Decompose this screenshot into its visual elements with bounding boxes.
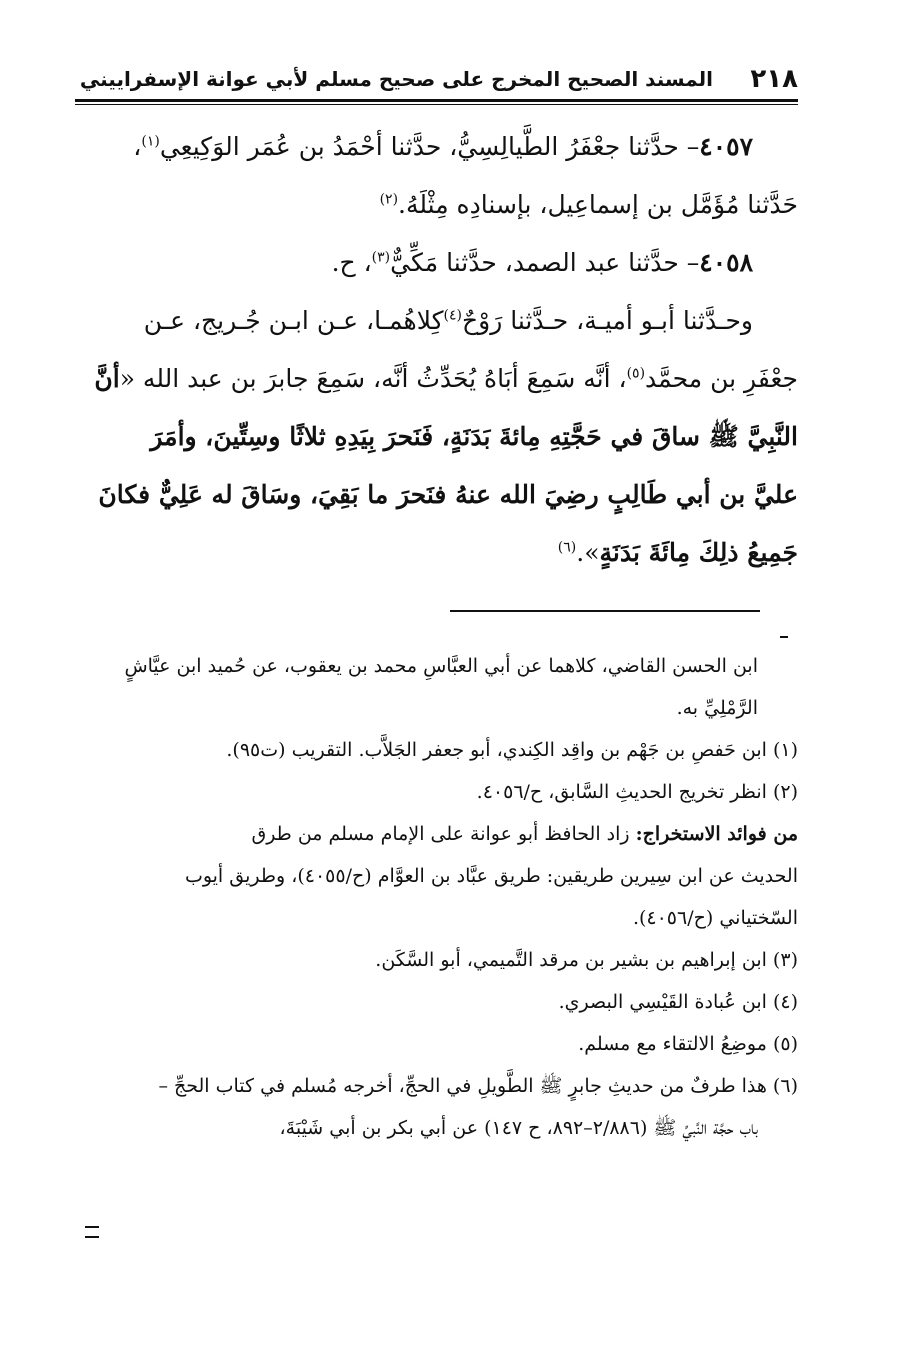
- footnote-2: (٢) انظر تخريج الحديثِ السَّابق، ح/٤٠٥٦.: [476, 781, 798, 803]
- footnote-continued-line-1: ابن الحسن القاضي، كلاهما عن أبي العبَّاسِ محمد بن يعقوب، عن حُميد ابن عيَّاشٍ: [124, 655, 758, 677]
- line-text: حَدَّثنا مُؤَمَّل بن إسماعِيل، بإسنادِه مِثْلَهُ.: [398, 190, 798, 219]
- line-text: كِلاهُمـا، عـن ابـن جُـريج، عـن: [143, 306, 444, 335]
- footnote-continued-line-2: الرَّمْلِيِّ به.: [676, 697, 758, 719]
- footnote-separator: [450, 610, 760, 612]
- extraction-benefit-line-2: الحديث عن ابن سِيرين طريقين: طريق عبَّاد بن العوَّام (ح/٤٠٥٥)، وطريق أيوب: [184, 865, 798, 887]
- hadith-line-1: [75, 118, 798, 176]
- line-text: وحـدَّثنا أبـو أميـة، حـدَّثنا رَوْحٌ: [461, 306, 753, 335]
- footnote-1: (١) ابن حَفصِ بن جَهْم بن واقِد الكِندي، أبو جعفر الجَلاَّب. التقريب (ت٩٥).: [226, 739, 798, 761]
- line-punct: ، ح.: [331, 248, 372, 277]
- line-text: جعْفَرِ بن محمَّد: [645, 364, 798, 393]
- footnote-5: (٥) موضِعُ الالتقاء مع مسلم.: [578, 1033, 798, 1055]
- line-text: – حدَّثنا جعْفَرُ الطَّيالِسِيُّ، حدَّثنا أحْمَدُ بن عُمَر الوَكِيعِي: [159, 132, 700, 161]
- hadith-number: ٤٠٥٧: [699, 132, 753, 161]
- hadith-line-3: [75, 234, 798, 292]
- matn-line-3: [75, 524, 798, 582]
- hadith-number: ٤٠٥٨: [699, 248, 753, 277]
- footnote-ref: (١): [141, 133, 160, 150]
- page-header: [75, 62, 798, 98]
- continuation-mark-bottom: [85, 1226, 99, 1238]
- line-punct: ».: [576, 538, 600, 567]
- footnotes: [75, 645, 798, 1149]
- hadith-line-4: [75, 292, 798, 350]
- hadith-body: [75, 118, 798, 582]
- continuation-mark: [780, 636, 788, 638]
- matn-line-1: النَّبِيَّ ﷺ ساقَ في حَجَّتِهِ مِائةَ بَدَنَةٍ، فَنَحرَ بِيَدِهِ ثلاثًا وسِتِّينَ، وأمَرَ: [150, 422, 798, 451]
- line-text: – حدَّثنا عبد الصمد، حدَّثنا مَكِّيٌّ: [390, 248, 700, 277]
- footnote-4: (٤) ابن عُبادة القَيْسِي البصري.: [558, 991, 798, 1013]
- extraction-benefit-line-1: [75, 813, 798, 855]
- footnote-6-line-1: (٦) هذا طرفٌ من حديثِ جابرٍ ﷺ الطَّويلِ في الحجِّ، أخرجه مُسلم في كتاب الحجِّ –: [158, 1075, 798, 1097]
- footnote-ref: (٢): [379, 191, 399, 208]
- extraction-benefit-label: من فوائد الاستخراج:: [635, 823, 798, 845]
- line-text: ، أنَّه سَمِعَ أبَاهُ يُحَدِّثُ أنَّه، سَمِعَ جابرَ بن عبد الله «: [119, 364, 627, 393]
- header-rule-thin: [75, 104, 798, 105]
- matn-text: أنَّ: [94, 364, 120, 393]
- line-text: زاد الحافظ أبو عوانة على الإمام مسلم من طرق: [251, 823, 636, 845]
- footnote-3: (٣) ابن إبراهيم بن بشير بن مرقد التَّميمي، أبو السَّكَن.: [375, 949, 798, 971]
- footnote-ref: (٤): [443, 307, 462, 324]
- footnote-ref: (٥): [626, 365, 646, 382]
- hadith-line-2: [75, 176, 798, 234]
- running-title: المسند الصحيح المخرج على صحيح مسلم لأبي عوانة الإسفراييني: [79, 67, 713, 91]
- matn-text: جَمِيعُ ذلِكَ مِائَةَ بَدَنَةٍ: [599, 538, 798, 567]
- footnote-ref: (٦): [557, 539, 577, 556]
- matn-line-2: عليَّ بن أبي طَالِبٍ رضِيَ الله عنهُ فنَحرَ ما بَقِيَ، وسَاقَ له عَلِيٌّ فكانَ: [98, 480, 798, 509]
- footnote-6-line-2: باب حجَّة النَّبيِّ ﷺ (٢/٨٨٦–٨٩٢، ح ١٤٧) عن أبي بكر بن أبي شَيْبَةَ،: [279, 1117, 758, 1139]
- hadith-line-5: [75, 350, 798, 408]
- header-rule: [75, 99, 798, 102]
- extraction-benefit-line-3: السّختياني (ح/٤٠٥٦).: [632, 907, 798, 929]
- footnote-ref: (٣): [371, 249, 391, 266]
- line-punct: ،: [133, 132, 142, 161]
- page-number: ٢١٨: [750, 64, 798, 94]
